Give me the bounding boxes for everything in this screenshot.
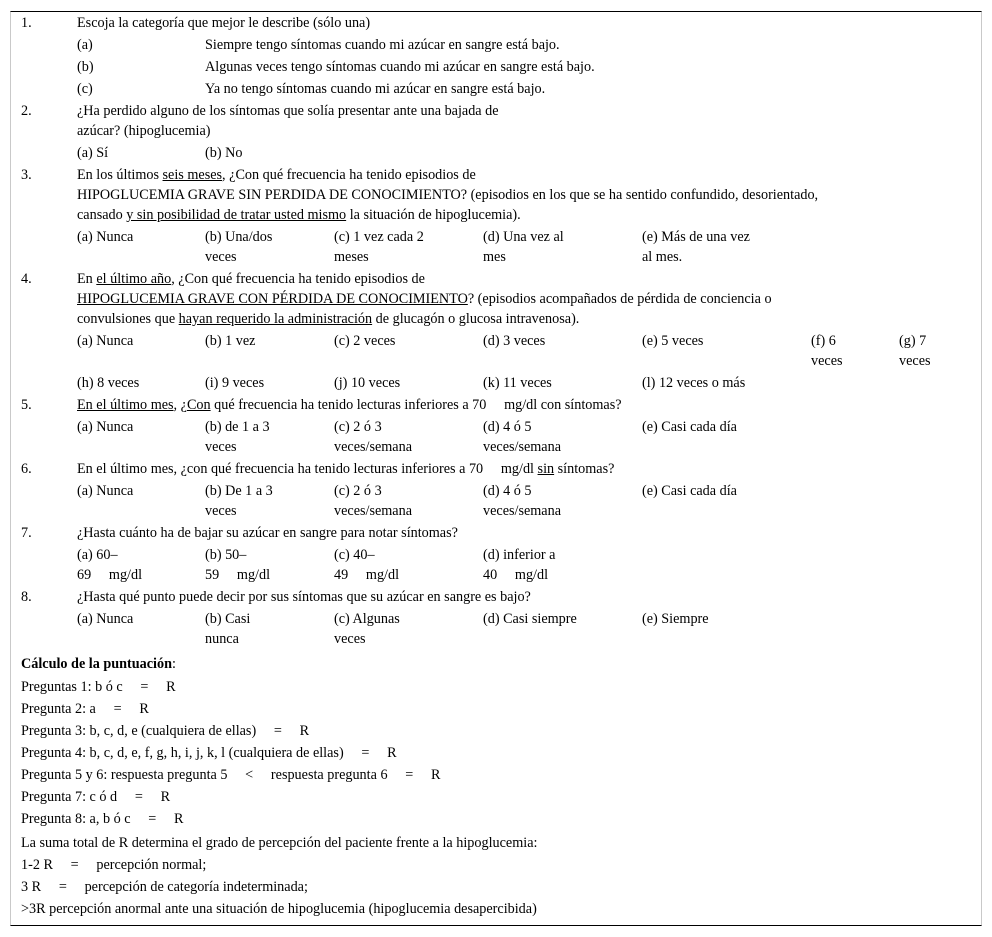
- q1-option-a-text: Siempre tengo síntomas cuando mi azúcar en sangre está bajo.: [205, 37, 560, 53]
- q4-option-c: (c) 2 veces: [334, 333, 396, 349]
- q2-text-line1: ¿Ha perdido alguno de los síntomas que solía presentar ante una bajada de: [77, 103, 499, 119]
- q5-underline-con: Con: [186, 397, 211, 413]
- scoring-line-1: Preguntas 1: b ó c = R: [21, 679, 176, 695]
- q3-option-c: (c) 1 vez cada 2 meses: [334, 229, 424, 265]
- q4-text-line2: HIPOGLUCEMIA GRAVE CON PÉRDIDA DE CONOCIMIENTO? (episodios acompañados de pérdida de conciencia o: [77, 291, 772, 307]
- q5-option-a: (a) Nunca: [77, 419, 134, 435]
- q4-option-j: (j) 10 veces: [334, 375, 401, 391]
- q1-option-c-label: (c): [77, 81, 93, 97]
- q6-number: 6.: [21, 461, 32, 477]
- q5-option-c: (c) 2 ó 3 veces/semana: [334, 419, 412, 455]
- q3-option-a: (a) Nunca: [77, 229, 134, 245]
- q4-underline-title: HIPOGLUCEMIA GRAVE CON PÉRDIDA DE CONOCIMIENTO: [77, 291, 468, 307]
- q4-number: 4.: [21, 271, 32, 287]
- q4-option-f: (f) 6 veces: [811, 333, 843, 369]
- q6-option-b: (b) De 1 a 3 veces: [205, 483, 273, 519]
- q7-option-a-line2: 69 mg/dl: [77, 567, 143, 583]
- q8-option-e: (e) Siempre: [642, 611, 709, 627]
- q8-text: ¿Hasta qué punto puede decir por sus síntomas que su azúcar en sangre es bajo?: [77, 589, 531, 605]
- q8-option-c: (c) Algunas veces: [334, 611, 400, 647]
- q4-text-line1: En el último año, ¿Con qué frecuencia ha tenido episodios de: [77, 271, 425, 287]
- scoring-line-3: Pregunta 3: b, c, d, e (cualquiera de ellas) = R: [21, 723, 310, 739]
- scoring-line-7: Pregunta 8: a, b ó c = R: [21, 811, 184, 827]
- q8-option-a: (a) Nunca: [77, 611, 134, 627]
- scoring-line-4: Pregunta 4: b, c, d, e, f, g, h, i, j, k, l (cualquiera de ellas) = R: [21, 745, 397, 761]
- q2-text-line2: azúcar? (hipoglucemia): [77, 123, 211, 139]
- q3-text-line1: En los últimos seis meses, ¿Con qué frecuencia ha tenido episodios de: [77, 167, 476, 183]
- q2-number: 2.: [21, 103, 32, 119]
- q4-option-i: (i) 9 veces: [205, 375, 265, 391]
- q3-option-d: (d) Una vez al mes: [483, 229, 564, 265]
- q4-option-e: (e) 5 veces: [642, 333, 704, 349]
- scoring-summary-indeterminate: 3 R = percepción de categoría indeterminada;: [21, 879, 308, 895]
- q3-underline-period: seis meses: [162, 167, 223, 183]
- q6-option-d: (d) 4 ó 5 veces/semana: [483, 483, 561, 519]
- scoring-summary-intro: La suma total de R determina el grado de percepción del paciente frente a la hipoglucemia:: [21, 835, 538, 851]
- scoring-line-6: Pregunta 7: c ó d = R: [21, 789, 171, 805]
- q4-option-d: (d) 3 veces: [483, 333, 546, 349]
- q5-number: 5.: [21, 397, 32, 413]
- q2-option-a: (a) Sí: [77, 145, 109, 161]
- q3-underline-condition: y sin posibilidad de tratar usted mismo: [126, 207, 347, 223]
- q4-option-h: (h) 8 veces: [77, 375, 140, 391]
- q1-number: 1.: [21, 15, 32, 31]
- q5-option-e: (e) Casi cada día: [642, 419, 737, 435]
- q6-text: En el último mes, ¿con qué frecuencia ha tenido lecturas inferiores a 70 mg/dl sin síntomas?: [77, 461, 615, 477]
- q7-option-c: (c) 40– 49 mg/dl: [334, 547, 400, 583]
- q6-underline-sin: sin: [537, 461, 555, 477]
- q6-option-a: (a) Nunca: [77, 483, 134, 499]
- q7-option-a-line1: (a) 60–: [77, 547, 118, 563]
- scoring-summary-abnormal: >3R percepción anormal ante una situación de hipoglucemia (hipoglucemia desapercibida): [21, 901, 537, 917]
- q4-option-b: (b) 1 vez: [205, 333, 256, 349]
- scoring-line-2: Pregunta 2: a = R: [21, 701, 149, 717]
- q7-text: ¿Hasta cuánto ha de bajar su azúcar en sangre para notar síntomas?: [77, 525, 458, 541]
- q8-option-d: (d) Casi siempre: [483, 611, 577, 627]
- scoring-title: Cálculo de la puntuación:: [21, 656, 176, 672]
- q1-option-a-label: (a): [77, 37, 93, 53]
- q8-number: 8.: [21, 589, 32, 605]
- q3-text-line2: HIPOGLUCEMIA GRAVE SIN PERDIDA DE CONOCIMIENTO? (episodios en los que se ha sentido confundido, desorientado,: [77, 187, 819, 203]
- q1-option-b-label: (b): [77, 59, 94, 75]
- scoring-summary-normal: 1-2 R = percepción normal;: [21, 857, 207, 873]
- q5-text: En el último mes, ¿Con qué frecuencia ha tenido lecturas inferiores a 70 mg/dl con síntomas?: [77, 397, 622, 413]
- q4-underline-condition: hayan requerido la administración: [178, 311, 373, 327]
- q7-number: 7.: [21, 525, 32, 541]
- q1-option-c-text: Ya no tengo síntomas cuando mi azúcar en sangre está bajo.: [205, 81, 546, 97]
- q7-option-d: (d) inferior a 40 mg/dl: [483, 547, 556, 583]
- q5-underline-period: En el último mes: [77, 397, 174, 413]
- q4-text-line3: convulsiones que hayan requerido la administración de glucagón o glucosa intravenosa).: [77, 311, 580, 327]
- q6-option-e: (e) Casi cada día: [642, 483, 737, 499]
- q1-text: Escoja la categoría que mejor le describe (sólo una): [77, 15, 371, 31]
- q4-option-a: (a) Nunca: [77, 333, 134, 349]
- q5-option-d: (d) 4 ó 5 veces/semana: [483, 419, 561, 455]
- q3-option-e: (e) Más de una vez al mes.: [642, 229, 750, 265]
- q7-option-b: (b) 50– 59 mg/dl: [205, 547, 271, 583]
- q4-underline-period: el último año: [96, 271, 172, 287]
- q1-option-b-text: Algunas veces tengo síntomas cuando mi azúcar en sangre está bajo.: [205, 59, 595, 75]
- q4-option-k: (k) 11 veces: [483, 375, 552, 391]
- q3-text-line3: cansado y sin posibilidad de tratar usted mismo la situación de hipoglucemia).: [77, 207, 521, 223]
- q8-option-b: (b) Casi nunca: [205, 611, 251, 647]
- q6-option-c: (c) 2 ó 3 veces/semana: [334, 483, 412, 519]
- q4-option-l: (l) 12 veces o más: [642, 375, 746, 391]
- q5-option-b: (b) de 1 a 3 veces: [205, 419, 270, 455]
- scoring-line-5: Pregunta 5 y 6: respuesta pregunta 5 < respuesta pregunta 6 = R: [21, 767, 441, 783]
- q3-number: 3.: [21, 167, 32, 183]
- q3-option-b: (b) Una/dos veces: [205, 229, 273, 265]
- q2-option-b: (b) No: [205, 145, 243, 161]
- q4-option-g: (g) 7 veces: [899, 333, 931, 369]
